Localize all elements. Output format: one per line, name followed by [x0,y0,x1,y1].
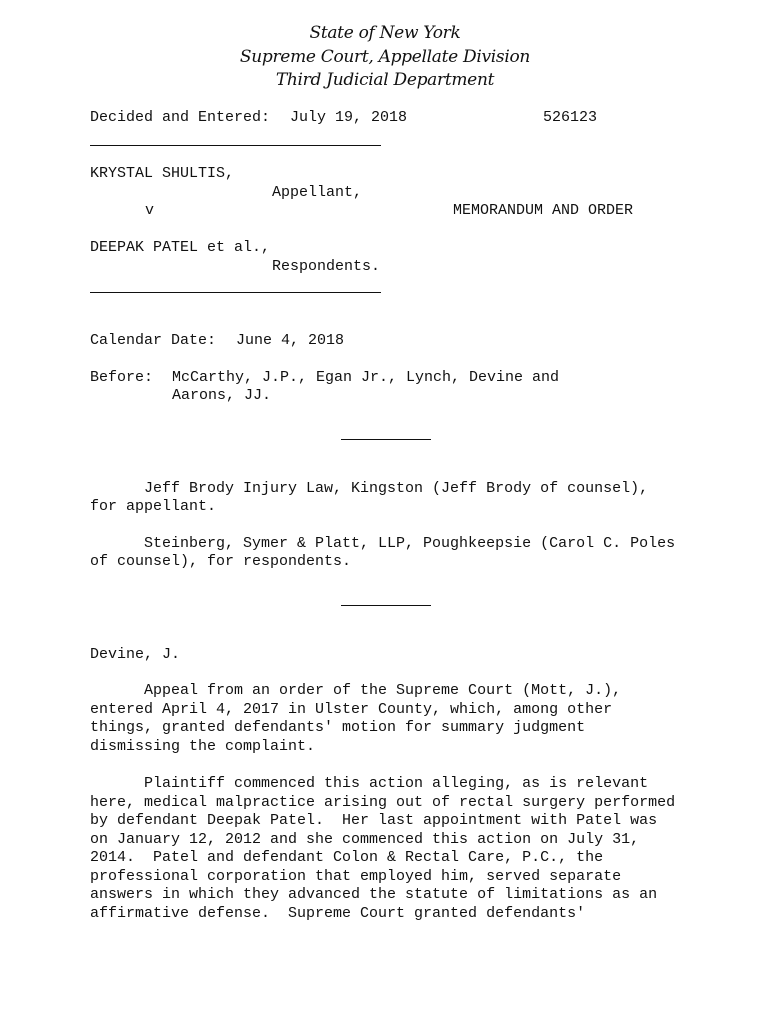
paragraph-line: entered April 4, 2017 in Ulster County, which, among other [90,700,613,718]
paragraph-line: professional corporation that employed him, served separate [90,867,622,885]
paragraph-line: answers in which they advanced the statute of limitations as an [90,886,658,903]
decided-label: Decided and Entered: [90,109,271,126]
before-judges-line1: McCarthy, J.P., Egan Jr., Lynch, Devine and [172,369,560,386]
before-judges-line2: Aarons, JJ. [172,387,272,404]
respondent-counsel-line2: of counsel), for respondents. [90,553,352,570]
section-divider-1 [341,439,431,440]
appellant-counsel-line2: for appellant. [90,498,217,515]
paragraph-line: things, granted defendants' motion for summary judgment [90,719,586,736]
paragraph-line: here, medical malpractice arising out of rectal surgery performed [90,793,676,811]
caption-bottom-rule [90,292,381,293]
court-name: State of New York [309,23,461,43]
paragraph-line: Plaintiff commenced this action alleging, as is relevant [90,775,649,792]
defendant-name: DEEPAK PATEL et al., [90,239,271,256]
before-label: Before: [90,369,154,386]
respondent-counsel-line1: Steinberg, Symer & Platt, LLP, Poughkeepsie (Carol C. Poles [90,535,676,552]
paragraph-line: affirmative defense. Supreme Court granted defendants' [90,904,586,922]
paragraph-line: dismissing the complaint. [90,737,316,755]
plaintiff-name: KRYSTAL SHULTIS, [90,165,235,182]
court-division: Supreme Court, Appellate Division [239,47,531,67]
docket-number: 526123 [543,109,598,126]
appellant-counsel-line1: Jeff Brody Injury Law, Kingston (Jeff Brody of counsel), [90,480,649,497]
calendar-label: Calendar Date: [90,332,217,349]
calendar-date: June 4, 2018 [236,332,345,349]
decided-date: July 19, 2018 [290,109,408,126]
defendant-role: Respondents. [272,258,381,275]
paragraph-line: 2014. Patel and defendant Colon & Rectal Care, P.C., the [90,849,604,866]
paragraph-line: by defendant Deepak Patel. Her last appointment with Patel was [90,812,658,829]
court-department: Third Judicial Department [275,70,495,90]
plaintiff-role: Appellant, [272,184,363,201]
paragraph-line: Appeal from an order of the Supreme Court (Mott, J.), [90,682,622,699]
section-divider-2 [341,605,431,606]
paragraph-line: on January 12, 2012 and she commenced this action on July 31, [90,830,640,848]
opinion-author: Devine, J. [90,646,181,663]
caption-top-rule [90,145,381,146]
document-type: MEMORANDUM AND ORDER [453,202,634,219]
versus: v [145,202,155,219]
